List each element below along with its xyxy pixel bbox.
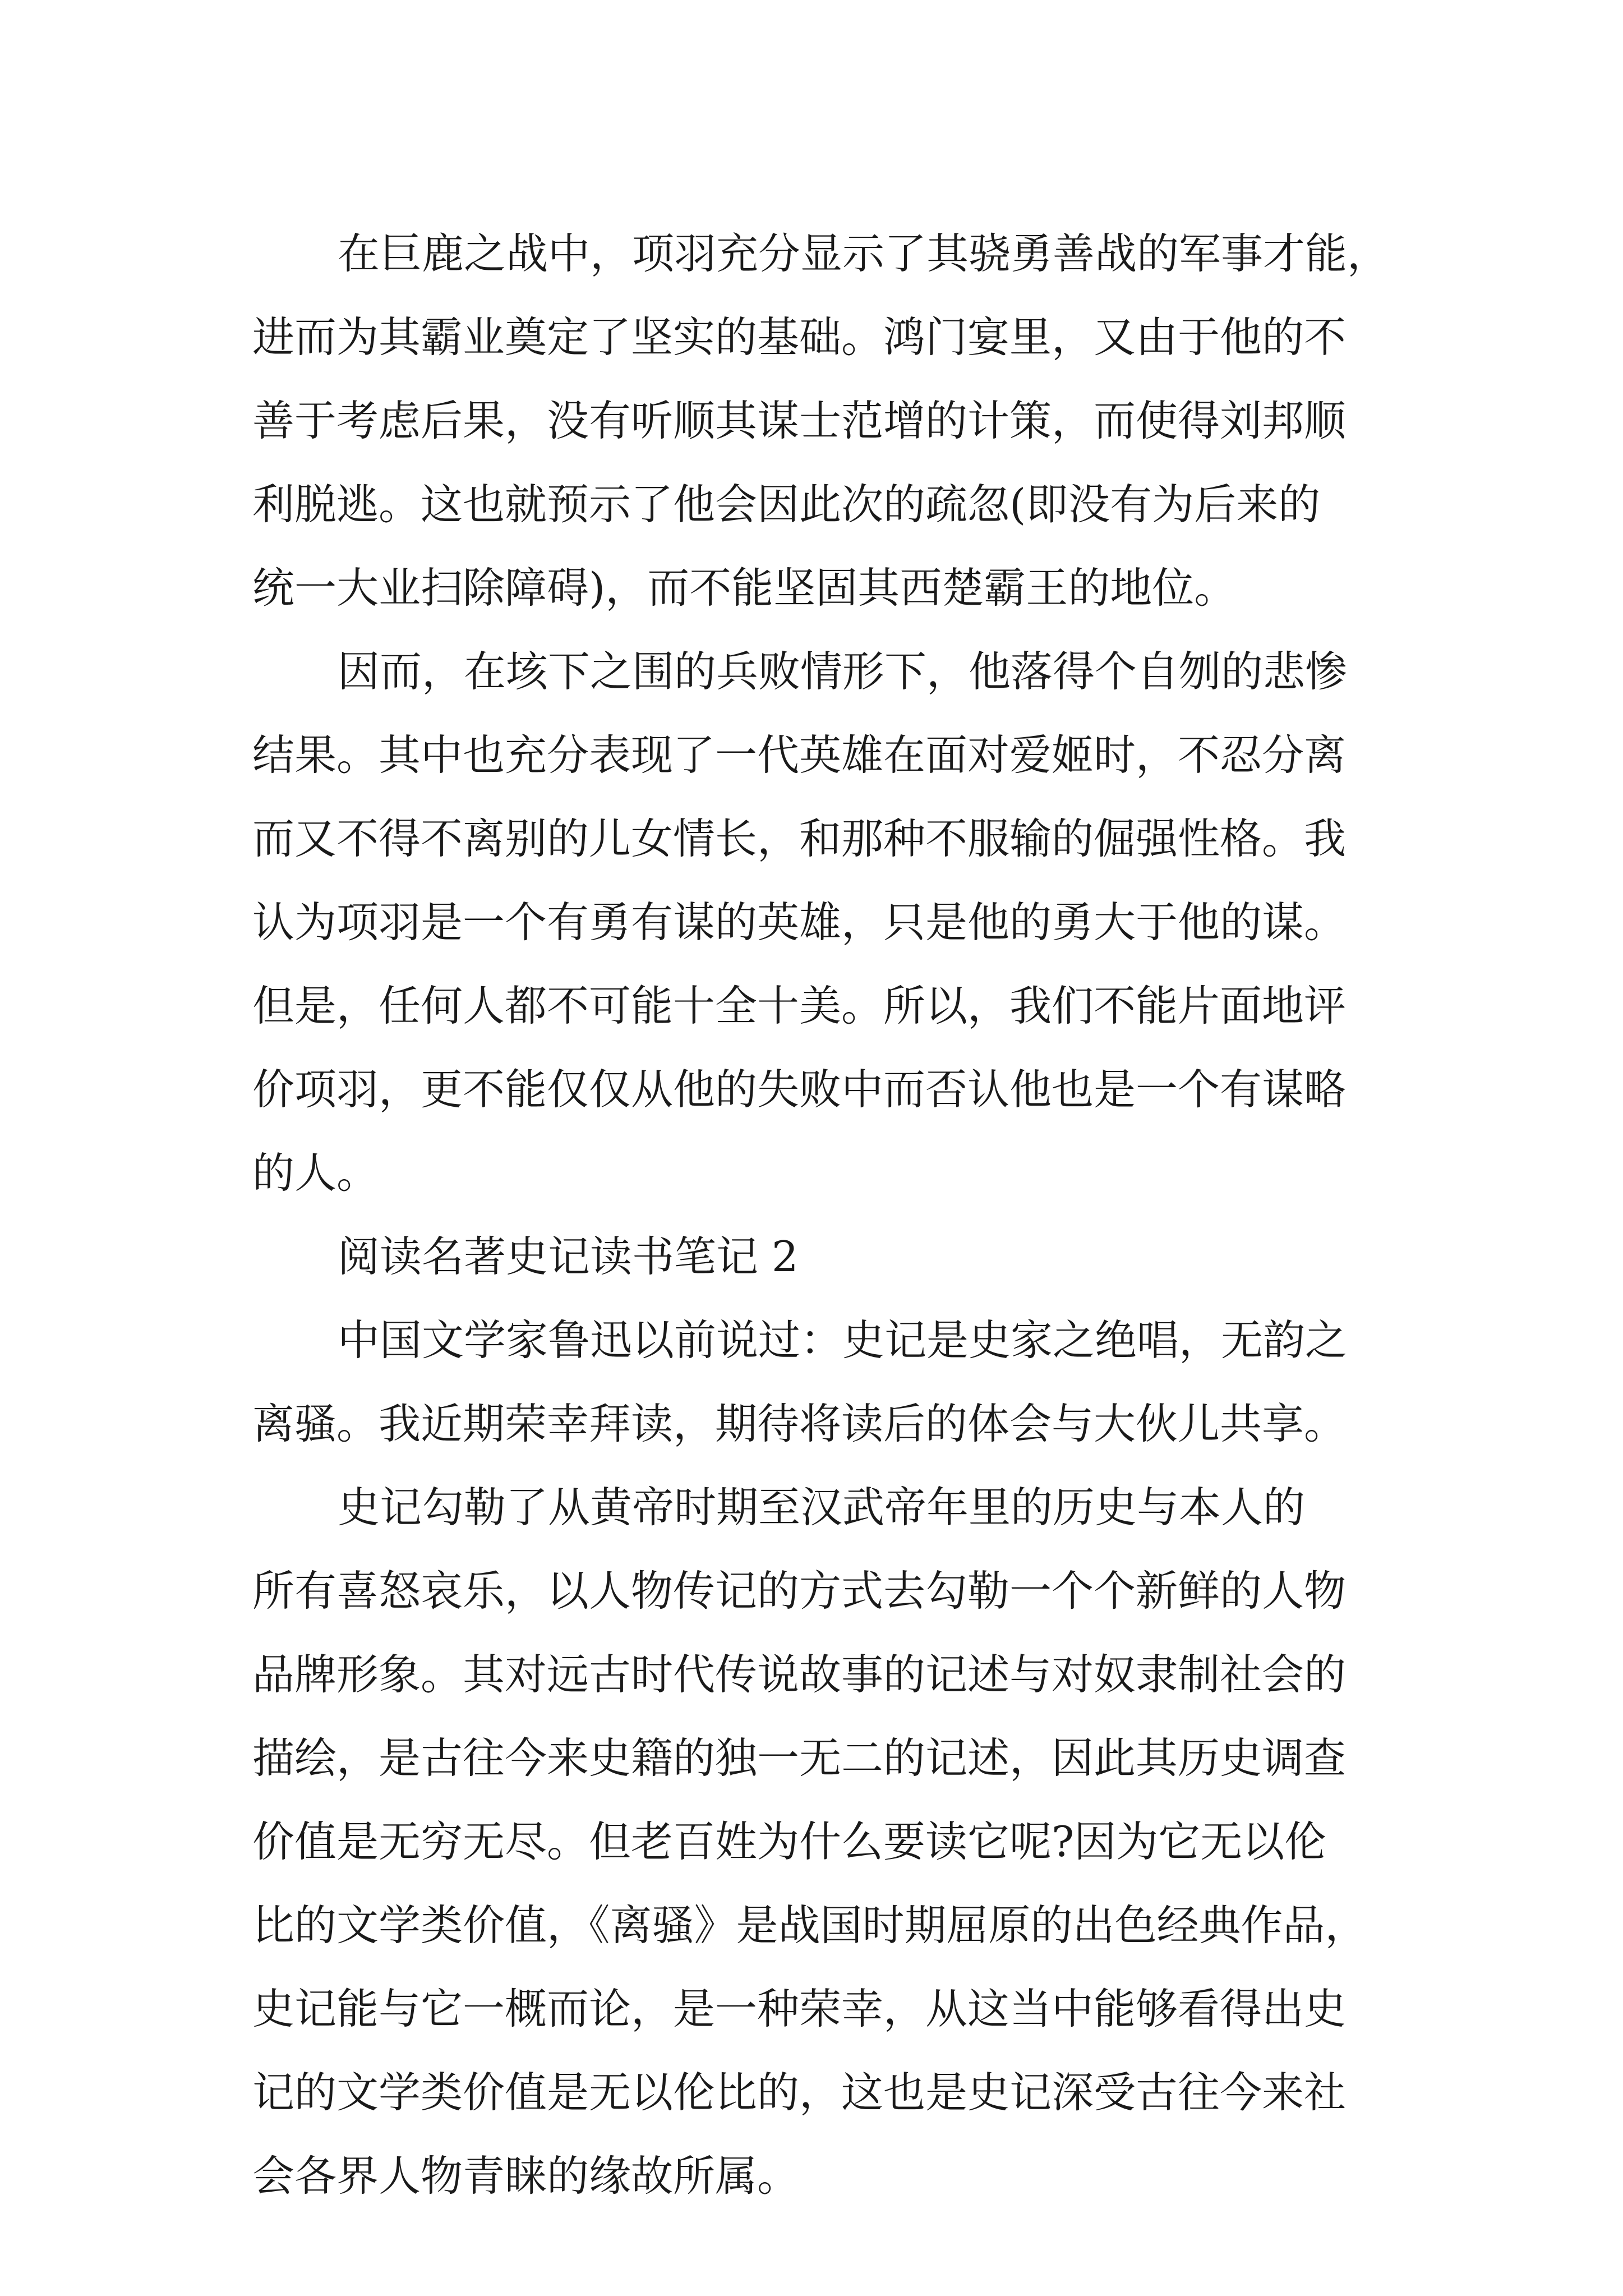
paragraph-line: 进而为其霸业奠定了坚实的基础。鸿门宴里，又由于他的不	[252, 312, 1347, 362]
paragraph-line: 史记勾勒了从黄帝时期至汉武帝年里的历史与本人的	[338, 1483, 1306, 1532]
paragraph-line: 的人。	[252, 1148, 379, 1198]
paragraph-4	[252, 1466, 1419, 2218]
paragraph-line: 离骚。我近期荣幸拜读，期待将读后的体会与大伙儿共享。	[252, 1399, 1347, 1448]
paragraph-line: 所有喜怒哀乐，以人物传记的方式去勾勒一个个新鲜的人物	[252, 1566, 1347, 1616]
section-heading-block	[252, 1215, 1419, 1299]
paragraph-line: 利脱逃。这也就预示了他会因此次的疏忽(即没有为后来的	[252, 480, 1321, 529]
paragraph-2	[252, 630, 1419, 1215]
paragraph-line: 在巨鹿之战中，项羽充分显示了其骁勇善战的军事才能，	[338, 229, 1390, 278]
paragraph-1	[252, 212, 1419, 630]
paragraph-line: 品牌形象。其对远古时代传说故事的记述与对奴隶制社会的	[252, 1650, 1347, 1699]
paragraph-line: 但是，任何人都不可能十全十美。所以，我们不能片面地评	[252, 981, 1347, 1030]
paragraph-line: 结果。其中也充分表现了一代英雄在面对爱姬时，不忍分离	[252, 730, 1347, 780]
document-body	[252, 212, 1419, 2218]
paragraph-line: 因而，在垓下之围的兵败情形下，他落得个自刎的悲惨	[338, 647, 1348, 696]
paragraph-line: 会各界人物青睐的缘故所属。	[252, 2151, 800, 2201]
paragraph-line: 统一大业扫除障碍)，而不能坚固其西楚霸王的地位。	[252, 563, 1237, 613]
paragraph-line: 善于考虑后果，没有听顺其谋士范增的计策，而使得刘邦顺	[252, 396, 1347, 445]
paragraph-line: 价项羽，更不能仅仅从他的失败中而否认他也是一个有谋略	[252, 1065, 1347, 1114]
paragraph-3	[252, 1299, 1419, 1466]
paragraph-line: 史记能与它一概而论，是一种荣幸，从这当中能够看得出史	[252, 1984, 1347, 2033]
paragraph-line: 记的文学类价值是无以伦比的，这也是史记深受古往今来社	[252, 2068, 1347, 2117]
paragraph-line: 价值是无穷无尽。但老百姓为什么要读它呢?因为它无以伦	[252, 1817, 1327, 1866]
paragraph-line: 描绘，是古往今来史籍的独一无二的记述，因此其历史调查	[252, 1733, 1347, 1783]
paragraph-line: 比的文学类价值，《离骚》是战国时期屈原的出色经典作品，	[252, 1901, 1367, 1950]
section-heading: 阅读名著史记读书笔记 2	[338, 1232, 799, 1281]
paragraph-line: 中国文学家鲁迅以前说过：史记是史家之绝唱，无韵之	[338, 1315, 1348, 1365]
paragraph-line: 认为项羽是一个有勇有谋的英雄，只是他的勇大于他的谋。	[252, 898, 1347, 947]
paragraph-line: 而又不得不离别的儿女情长，和那种不服输的倔强性格。我	[252, 814, 1347, 863]
